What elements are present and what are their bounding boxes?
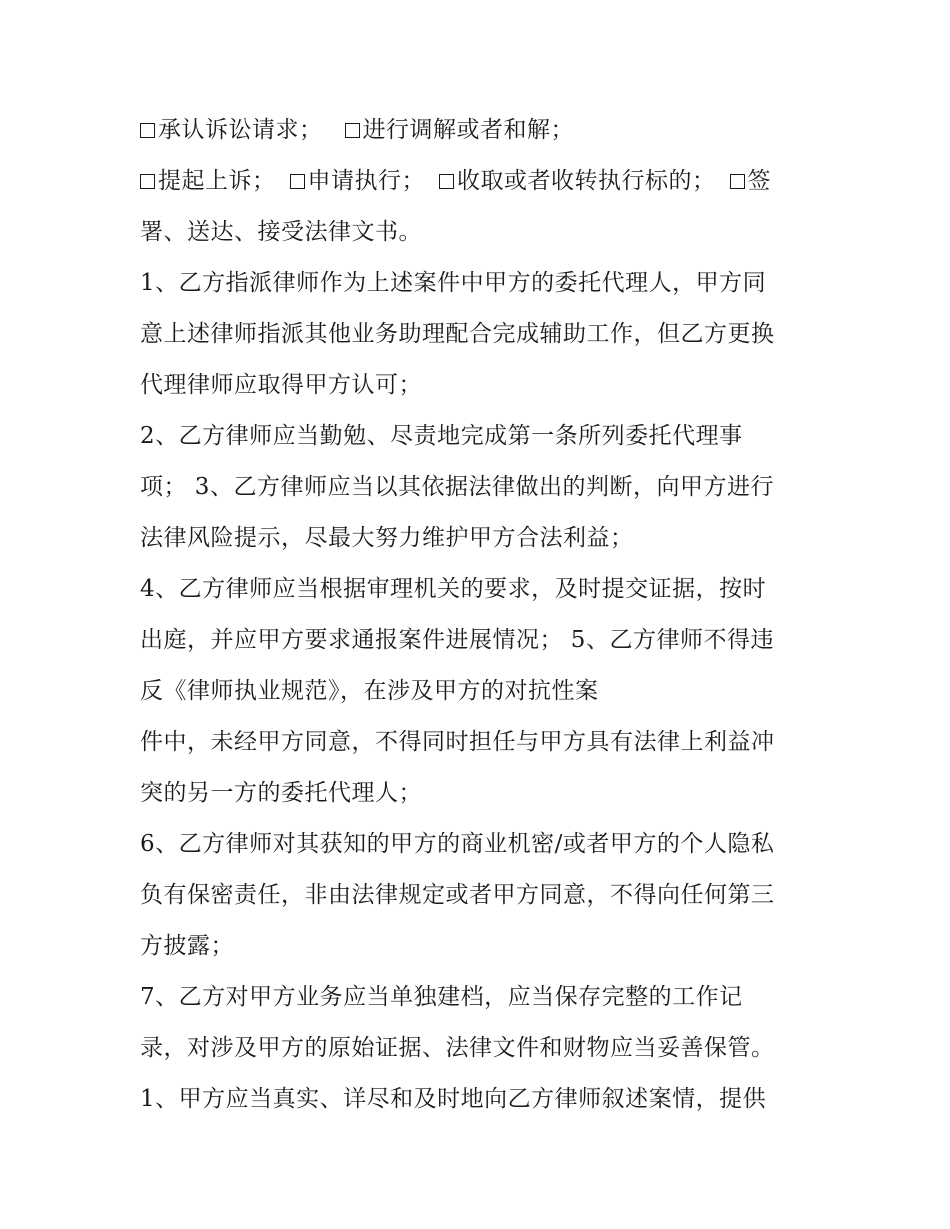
checkbox-row-1: [140, 110, 574, 150]
checkbox-label: 收取或者收转执行标的；: [457, 168, 716, 194]
text-line: 1、乙方指派律师作为上述案件中甲方的委托代理人，甲方同: [140, 270, 767, 296]
checkbox-label: 申请执行；: [307, 168, 425, 194]
text-line: 出庭，并应甲方要求通报案件进展情况； 5、乙方律师不得违: [140, 627, 774, 653]
text-line: 项； 3、乙方律师应当以其依据法律做出的判断，向甲方进行: [140, 474, 774, 500]
checkbox[interactable]: [345, 123, 360, 138]
checkbox[interactable]: [140, 123, 155, 138]
text-line: 录，对涉及甲方的原始证据、法律文件和财物应当妥善保管。: [140, 1035, 775, 1061]
checkbox[interactable]: [290, 174, 305, 189]
checkbox-label: 签: [747, 168, 771, 194]
text-line: 7、乙方对甲方业务应当单独建档，应当保存完整的工作记: [140, 984, 743, 1010]
text-line: 署、送达、接受法律文书。: [140, 219, 422, 245]
checkbox[interactable]: [730, 174, 745, 189]
checkbox-row-2: [140, 161, 771, 201]
checkbox-label: 承认诉讼请求；: [158, 117, 323, 143]
text-line: 代理律师应取得甲方认可；: [140, 372, 422, 398]
text-line: 反《律师执业规范》，在涉及甲方的对抗性案: [140, 678, 599, 704]
text-line: 意上述律师指派其他业务助理配合完成辅助工作，但乙方更换: [140, 321, 775, 347]
text-line: 1、甲方应当真实、详尽和及时地向乙方律师叙述案情，提供: [140, 1086, 767, 1112]
text-line: 6、乙方律师对其获知的甲方的商业机密/或者甲方的个人隐私: [140, 831, 775, 857]
text-line: 件中，未经甲方同意，不得同时担任与甲方具有法律上利益冲: [140, 729, 775, 755]
checkbox-label: 进行调解或者和解；: [362, 117, 574, 143]
text-line: 2、乙方律师应当勤勉、尽责地完成第一条所列委托代理事: [140, 423, 743, 449]
text-line: 负有保密责任，非由法律规定或者甲方同意，不得向任何第三: [140, 882, 775, 908]
text-line: 法律风险提示，尽最大努力维护甲方合法利益；: [140, 525, 634, 551]
checkbox[interactable]: [140, 174, 155, 189]
text-line: 4、乙方律师应当根据审理机关的要求，及时提交证据，按时: [140, 576, 767, 602]
text-line: 突的另一方的委托代理人；: [140, 780, 422, 806]
text-line: 方披露；: [140, 933, 234, 959]
checkbox-label: 提起上诉；: [158, 168, 276, 194]
checkbox[interactable]: [439, 174, 454, 189]
